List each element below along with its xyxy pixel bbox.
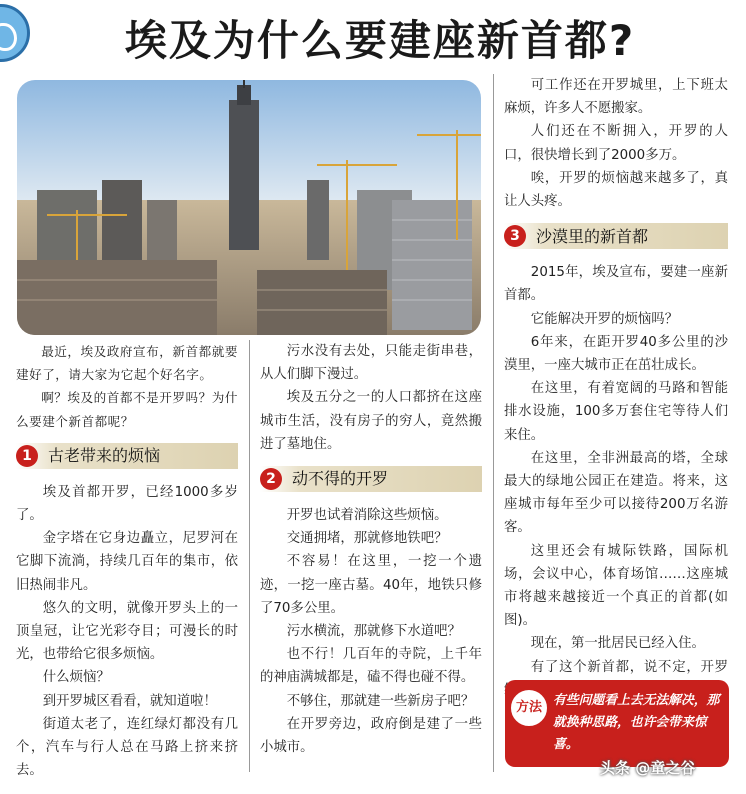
body-paragraph: 这里还会有城际铁路，国际机场，会议中心，体育场馆……这座城市将越来越接近一个真正的首都(如图)。	[504, 543, 728, 629]
body-paragraph: 埃及五分之一的人口都挤在这座城市生活，没有房子的穷人，竟然搬进了墓地住。	[260, 390, 482, 452]
body-paragraph: 金字塔在它身边矗立，尼罗河在它脚下流淌，持续几百年的集市，依旧热闹非凡。	[16, 531, 238, 593]
body-paragraph: 污水横流，那就修下水道吧？	[286, 624, 461, 640]
section-title: 动不得的开罗	[292, 469, 389, 489]
body-paragraph: 埃及首都开罗，已经1000多岁了。	[16, 484, 238, 524]
body-paragraph: 2015年，埃及宣布，要建一座新首都。	[504, 265, 728, 304]
column-divider	[493, 74, 494, 772]
column-divider	[249, 340, 250, 772]
section-heading-1	[16, 443, 238, 469]
body-paragraph: 6年来，在距开罗40多公里的沙漠里，一座大城市正在茁壮成长。	[504, 334, 728, 374]
section-title: 沙漠里的新首都	[536, 226, 649, 246]
body-paragraph: 交通拥堵，那就修地铁吧？	[286, 531, 448, 547]
body-paragraph: 街道太老了，连红绿灯都没有几个，汽车与行人总在马路上挤来挤去。	[16, 716, 238, 779]
body-paragraph: 人们还在不断拥入，开罗的人口，很快增长到了2000多万。	[504, 124, 728, 163]
body-paragraph: 唉，开罗的烦恼越来越多了，真让人头疼。	[504, 170, 728, 210]
body-paragraph: 污水没有去处，只能走街串巷，从人们脚下漫过。	[260, 344, 482, 383]
watermark: 头条 @童之谷	[600, 759, 696, 777]
intro-paragraph: 最近，埃及政府宣布，新首都就要建好了，请大家为它起个好名字。	[16, 344, 238, 383]
method-callout	[505, 680, 729, 767]
body-paragraph: 悠久的文明，就像开罗头上的一顶皇冠，让它光彩夺目；可漫长的时光，也带给它很多烦恼。	[16, 600, 238, 663]
column-2	[260, 340, 482, 759]
section-heading-2	[260, 466, 482, 492]
section-title: 古老带来的烦恼	[48, 446, 161, 466]
intro	[16, 340, 238, 433]
section-number: 2	[260, 468, 282, 490]
body-paragraph: 它能解决开罗的烦恼吗？	[530, 311, 679, 327]
construction-skyline-image	[17, 80, 481, 335]
method-badge: 方法	[509, 688, 549, 728]
body-paragraph: 可工作还在开罗城里，上下班太麻烦，许多人不愿搬家。	[504, 78, 728, 117]
column-1	[16, 340, 238, 782]
section-heading-3	[504, 223, 728, 249]
body-paragraph: 不够住，那就建一些新房子吧？	[286, 693, 475, 709]
body-paragraph: 不容易！在这里，一挖一个遗迹，一挖一座古墓。40年，地铁只修了70多公里。	[260, 554, 482, 616]
section-number: 1	[16, 445, 38, 467]
city-photo	[17, 80, 481, 335]
page-title: 埃及为什么要建座新首都?	[124, 16, 636, 65]
body-paragraph: 开罗也试着消除这些烦恼。	[286, 508, 448, 524]
body-paragraph: 有了这个新首都，说不定，开罗	[530, 659, 728, 675]
body-paragraph: 在这里，全非洲最高的塔，全球最大的绿地公园正在建造。将来，这座城市每年至少可以接待200万名游客。	[504, 450, 728, 536]
section-number: 3	[504, 225, 526, 247]
body-paragraph: 也不行！几百年的寺院，上千年的神庙满城都是，磕不得也碰不得。	[260, 647, 482, 686]
column-3	[504, 74, 728, 702]
body-paragraph: 到开罗城区看看，就知道啦！	[42, 693, 217, 709]
body-paragraph: 在这里，有着宽阔的马路和智能排水设施，100多万套住宅等待人们来住。	[504, 381, 728, 443]
body-paragraph: 在开罗旁边，政府倒是建了一些小城市。	[260, 716, 482, 756]
method-text: 有些问题看上去无法解决，那就换种思路，也许会带来惊喜。	[553, 693, 720, 752]
body-paragraph: 什么烦恼？	[42, 670, 110, 686]
intro-paragraph: 啊？埃及的首都不是开罗吗？为什么要建个新首都呢？	[16, 390, 238, 429]
body-paragraph: 现在，第一批居民已经入住。	[530, 636, 705, 652]
logo-icon	[0, 4, 30, 62]
